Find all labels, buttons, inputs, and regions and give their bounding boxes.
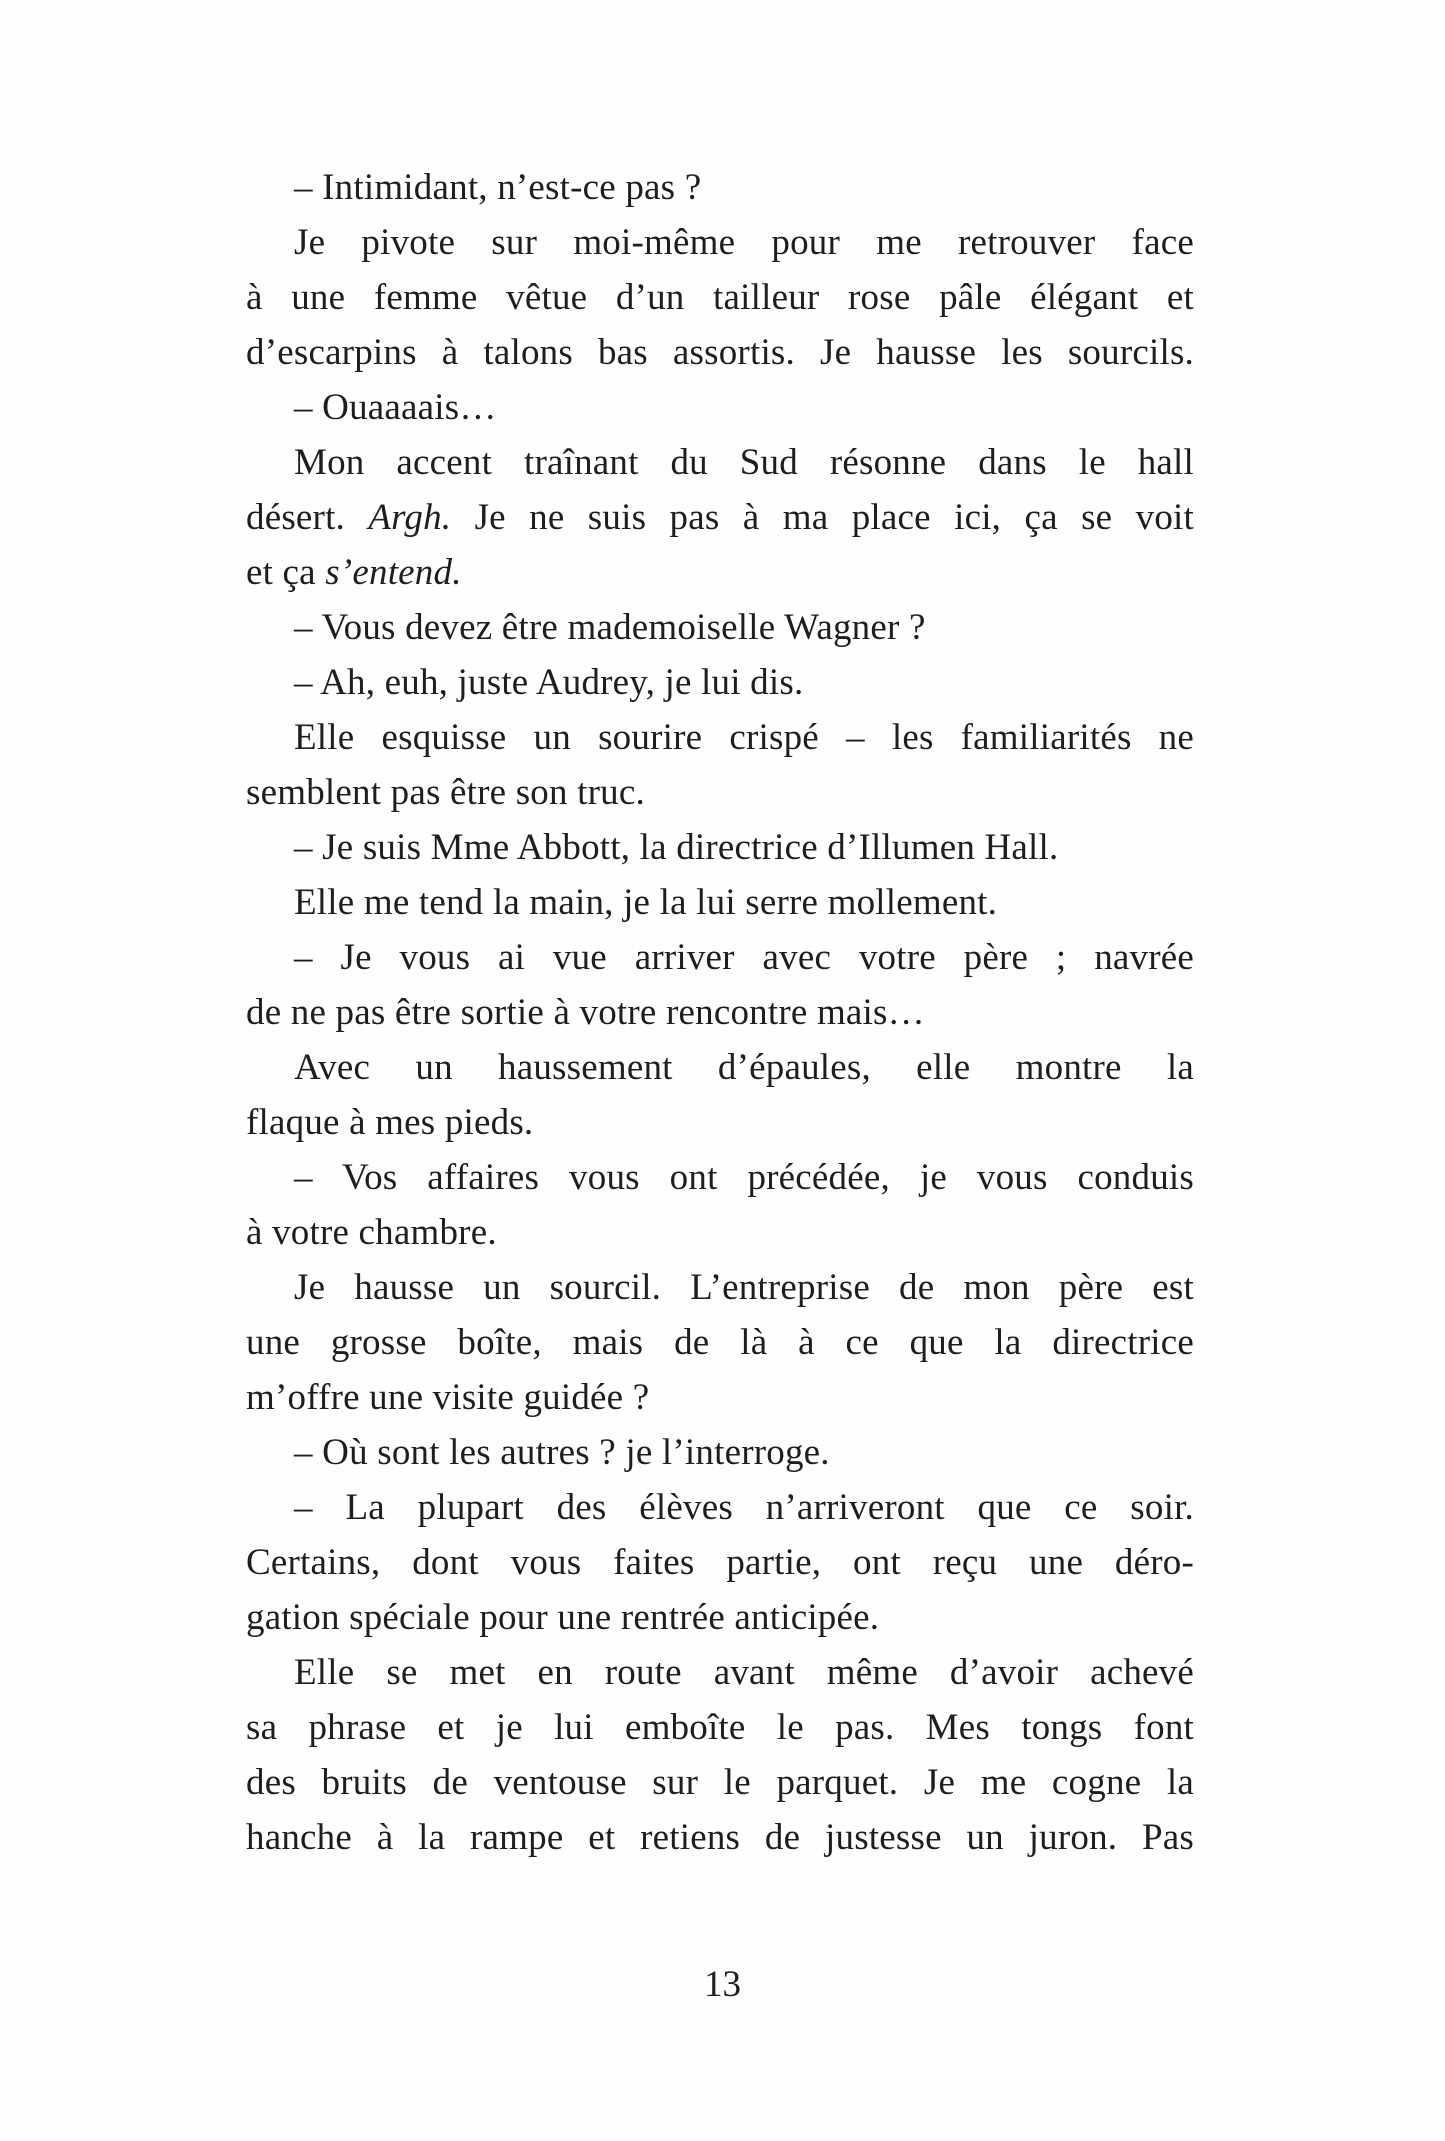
text-line <box>246 215 1194 270</box>
text-line <box>246 1260 1194 1315</box>
text-line <box>246 1535 1194 1590</box>
italic-text-segment: s’entend. <box>325 552 462 593</box>
text-line <box>246 985 1194 1040</box>
text-segment: Certains, dont vous faites partie, ont reçu une déro- <box>246 1542 1194 1583</box>
text-line <box>246 710 1194 765</box>
text-segment: désert. <box>246 497 369 538</box>
text-segment: flaque à mes pieds. <box>246 1102 534 1143</box>
text-segment: d’escarpins à talons bas assortis. Je hausse les sourcils. <box>246 332 1194 373</box>
text-segment: m’offre une visite guidée ? <box>246 1377 650 1418</box>
text-line <box>246 380 1194 435</box>
text-segment: – Vous devez être mademoiselle Wagner ? <box>294 607 926 648</box>
text-segment: gation spéciale pour une rentrée anticipée. <box>246 1597 880 1638</box>
paragraph <box>246 1425 1194 1480</box>
text-segment: à votre chambre. <box>246 1212 497 1253</box>
text-line <box>246 1425 1194 1480</box>
text-segment: – Je vous ai vue arriver avec votre père ; navrée <box>294 937 1194 978</box>
text-line <box>246 1095 1194 1150</box>
paragraph <box>246 435 1194 600</box>
text-line <box>246 1370 1194 1425</box>
text-segment: Je ne suis pas à ma place ici, ça se voit <box>451 497 1194 538</box>
text-line <box>246 545 1194 600</box>
paragraph <box>246 1645 1194 1865</box>
text-segment: – Intimidant, n’est-ce pas ? <box>294 167 702 208</box>
text-segment: – La plupart des élèves n’arriveront que ce soir. <box>294 1487 1194 1528</box>
paragraph <box>246 215 1194 380</box>
paragraph <box>246 820 1194 875</box>
text-line <box>246 325 1194 380</box>
text-line <box>246 1480 1194 1535</box>
paragraph <box>246 160 1194 215</box>
text-segment: semblent pas être son truc. <box>246 772 645 813</box>
paragraph <box>246 710 1194 820</box>
page-number: 13 <box>704 1964 741 2005</box>
paragraph <box>246 930 1194 1040</box>
text-segment: sa phrase et je lui emboîte le pas. Mes tongs font <box>246 1707 1194 1748</box>
text-segment: – Ouaaaais… <box>294 387 497 428</box>
paragraph <box>246 1040 1194 1150</box>
text-line <box>246 1150 1194 1205</box>
paragraph <box>246 655 1194 710</box>
paragraph <box>246 875 1194 930</box>
text-line <box>246 1645 1194 1700</box>
text-segment: Je pivote sur moi-même pour me retrouver face <box>294 222 1194 263</box>
text-segment: Elle esquisse un sourire crispé – les familiarités ne <box>294 717 1194 758</box>
text-line <box>246 435 1194 490</box>
text-line <box>246 930 1194 985</box>
text-line <box>246 1700 1194 1755</box>
text-line <box>246 655 1194 710</box>
text-line <box>246 1040 1194 1095</box>
text-segment: hanche à la rampe et retiens de justesse un juron. Pas <box>246 1817 1194 1858</box>
text-segment: Je hausse un sourcil. L’entreprise de mon père est <box>294 1267 1194 1308</box>
text-segment: – Ah, euh, juste Audrey, je lui dis. <box>294 662 804 703</box>
text-segment: une grosse boîte, mais de là à ce que la directrice <box>246 1322 1194 1363</box>
text-line <box>246 1315 1194 1370</box>
text-line <box>246 875 1194 930</box>
page-text <box>246 160 1194 1865</box>
text-line <box>246 600 1194 655</box>
text-line <box>246 1590 1194 1645</box>
italic-text-segment: Argh. <box>368 497 452 538</box>
text-line <box>246 490 1194 545</box>
text-segment: – Je suis Mme Abbott, la directrice d’Illumen Hall. <box>294 827 1059 868</box>
text-segment: – Vos affaires vous ont précédée, je vous conduis <box>294 1157 1194 1198</box>
paragraph <box>246 1480 1194 1645</box>
text-segment: des bruits de ventouse sur le parquet. Je me cogne la <box>246 1762 1194 1803</box>
text-segment: Elle se met en route avant même d’avoir achevé <box>294 1652 1194 1693</box>
text-line <box>246 1755 1194 1810</box>
text-segment: de ne pas être sortie à votre rencontre mais… <box>246 992 925 1033</box>
text-segment: Mon accent traînant du Sud résonne dans le hall <box>294 442 1194 483</box>
text-segment: et ça <box>246 552 326 593</box>
text-line <box>246 820 1194 875</box>
text-segment: – Où sont les autres ? je l’interroge. <box>294 1432 830 1473</box>
text-line <box>246 765 1194 820</box>
text-segment: Elle me tend la main, je la lui serre mollement. <box>294 882 998 923</box>
paragraph <box>246 600 1194 655</box>
text-line <box>246 160 1194 215</box>
text-segment: à une femme vêtue d’un tailleur rose pâle élégant et <box>246 277 1194 318</box>
paragraph <box>246 1150 1194 1260</box>
paragraph <box>246 380 1194 435</box>
text-line <box>246 1205 1194 1260</box>
paragraph <box>246 1260 1194 1425</box>
text-line <box>246 270 1194 325</box>
text-segment: Avec un haussement d’épaules, elle montre la <box>294 1047 1194 1088</box>
text-line <box>246 1810 1194 1865</box>
